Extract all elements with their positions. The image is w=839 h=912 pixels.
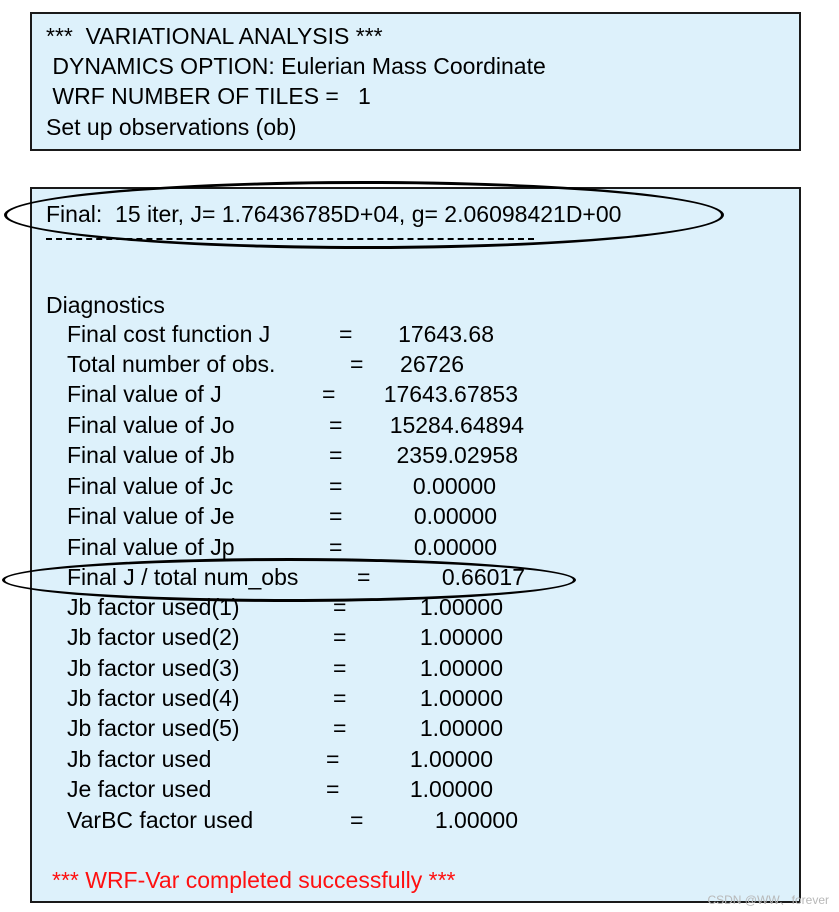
watermark: CSDN @WW、forever	[707, 893, 829, 907]
diag-label: Jb factor used(5)	[67, 715, 240, 741]
diag-label: Jb factor used(2)	[67, 624, 240, 650]
diag-equals: =	[350, 807, 364, 833]
diag-value: 0.00000	[412, 473, 496, 499]
diag-label: Total number of obs.	[67, 351, 276, 377]
diag-label: Jb factor used(1)	[67, 594, 240, 620]
diag-label: Final value of Jc	[67, 473, 234, 499]
dynamics-option: DYNAMICS OPTION: Eulerian Mass Coordinate	[46, 53, 546, 79]
diag-label: Final value of Jo	[67, 412, 235, 438]
tiles-count: WRF NUMBER OF TILES = 1	[46, 83, 371, 109]
diag-label: Final value of Jb	[67, 442, 235, 468]
diag-equals: =	[326, 776, 340, 802]
diag-label: Final value of J	[67, 381, 222, 407]
diag-equals: =	[339, 321, 353, 347]
diag-value: 2359.02958	[396, 442, 518, 468]
diag-equals: =	[333, 624, 347, 650]
diag-value: 1.00000	[434, 807, 518, 833]
diag-equals: =	[333, 655, 347, 681]
diag-equals: =	[329, 412, 343, 438]
diag-equals: =	[329, 534, 343, 560]
setup-observations: Set up observations (ob)	[46, 114, 297, 140]
completion-message: *** WRF-Var completed successfully ***	[52, 867, 456, 893]
separator-line	[46, 238, 534, 240]
diag-equals: =	[329, 503, 343, 529]
diag-equals: =	[333, 715, 347, 741]
diag-label: Final value of Je	[67, 503, 235, 529]
diag-equals: =	[333, 594, 347, 620]
diag-value: 26726	[400, 351, 464, 377]
diag-label: Jb factor used(4)	[67, 685, 240, 711]
diag-value: 0.66017	[441, 564, 525, 590]
diag-value: 1.00000	[419, 594, 503, 620]
diag-equals: =	[322, 381, 336, 407]
diag-equals: =	[333, 685, 347, 711]
diag-equals: =	[326, 746, 340, 772]
diag-label: VarBC factor used	[67, 807, 254, 833]
diag-value: 1.00000	[419, 655, 503, 681]
final-iteration-line: Final: 15 iter, J= 1.76436785D+04, g= 2.06098421D+00	[46, 201, 622, 227]
diag-value: 0.00000	[413, 503, 497, 529]
diag-label: Final value of Jp	[67, 534, 235, 560]
diag-value: 0.00000	[413, 534, 497, 560]
diag-value: 1.00000	[409, 746, 493, 772]
diag-value: 1.00000	[419, 685, 503, 711]
analysis-title: *** VARIATIONAL ANALYSIS ***	[46, 23, 383, 49]
diag-value: 1.00000	[409, 776, 493, 802]
diag-equals: =	[350, 351, 364, 377]
diag-label: Jb factor used	[67, 746, 212, 772]
diag-value: 1.00000	[419, 715, 503, 741]
diag-label: Je factor used	[67, 776, 212, 802]
diag-label: Final cost function J	[67, 321, 271, 347]
diag-equals: =	[329, 473, 343, 499]
diag-value: 15284.64894	[389, 412, 524, 438]
diag-equals: =	[357, 564, 371, 590]
diagnostics-heading: Diagnostics	[46, 292, 165, 318]
diag-equals: =	[329, 442, 343, 468]
diag-label: Jb factor used(3)	[67, 655, 240, 681]
diag-value: 1.00000	[419, 624, 503, 650]
diag-value: 17643.67853	[383, 381, 518, 407]
diag-label: Final J / total num_obs	[67, 564, 299, 590]
diag-value: 17643.68	[398, 321, 494, 347]
